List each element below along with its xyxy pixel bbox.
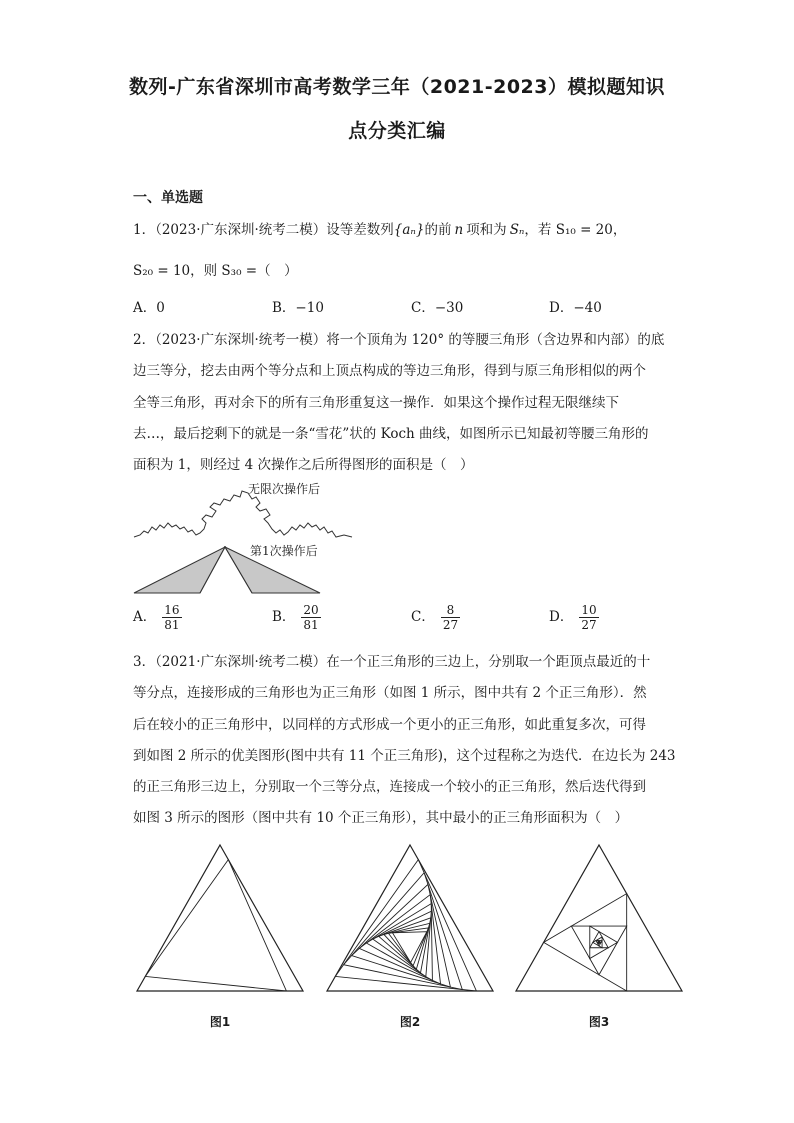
q2-option-d-num: 10	[581, 603, 597, 617]
koch-curve	[134, 491, 352, 537]
q3-line4: 到如图 2 所示的优美图形(图中共有 11 个正三角形)，这个过程称之为迭代．在边长为 243	[133, 748, 676, 764]
q2-line1: 2．（2023·广东深圳·统考一模）将一个顶角为 120° 的等腰三角形（含边界和内部）的底	[133, 332, 665, 348]
q2-option-b-num: 20	[303, 603, 319, 617]
q3-line6: 如图 3 所示的图形（图中共有 10 个正三角形），其中最小的正三角形面积为（ ）	[133, 810, 629, 826]
figure-3-triangle	[590, 926, 618, 958]
figure-2-triangle	[392, 932, 426, 963]
koch-left-triangle	[134, 547, 225, 593]
q2-line5: 面积为 1，则经过 4 次操作之后所得图形的面积是（ ）	[133, 457, 474, 473]
q1-cond1: ，若 S₁₀ = 20，	[524, 222, 627, 238]
section-heading: 一、单选题	[133, 190, 203, 206]
q2-option-d-frac	[579, 603, 598, 632]
figure-3-triangle	[544, 894, 627, 991]
q1-prefix: 1．（2023·广东深圳·统考二模）设等差数列	[133, 222, 394, 238]
q1-line1	[133, 218, 626, 238]
q2-option-d-letter: D．	[549, 609, 574, 625]
q1-line2: S₂₀ = 10，则 S₃₀ =（ ）	[133, 263, 298, 279]
figure-2-triangle	[327, 845, 493, 991]
q2-option-a-frac	[162, 603, 181, 632]
figure-3-label: 图3	[588, 1015, 610, 1029]
page-title-line2: 点分类汇编	[348, 120, 446, 142]
figure-3-triangle	[598, 942, 599, 943]
q1-seq: {aₙ}	[393, 222, 425, 238]
q2-option-c-num: 8	[441, 603, 460, 618]
figure-1	[134, 843, 306, 995]
q1-option-a[interactable]: A．0	[133, 300, 165, 316]
q2-option-c-letter: C．	[411, 609, 435, 625]
q2-option-b-letter: B．	[272, 609, 296, 625]
koch-label-bottom: 第1次操作后	[250, 544, 318, 558]
q2-option-c[interactable]	[411, 603, 460, 632]
q1-option-d[interactable]: D．−40	[549, 300, 602, 316]
figure-1-label: 图1	[209, 1015, 231, 1029]
figure-3-triangle	[571, 926, 626, 975]
q2-option-c-den: 27	[442, 618, 459, 632]
q2-option-a-letter: A．	[133, 609, 157, 625]
koch-label-top: 无限次操作后	[248, 482, 321, 496]
figure-2	[324, 843, 496, 995]
q2-option-a-num: 16	[164, 603, 180, 617]
q2-option-b-frac	[301, 603, 320, 632]
q1-mid2: 项和为	[466, 222, 507, 238]
q1-sn: Sₙ	[509, 222, 525, 238]
q2-line2: 边三等分，挖去由两个等分点和上顶点构成的等边三角形，得到与原三角形相似的两个	[133, 363, 646, 379]
q2-option-b-den: 81	[303, 618, 319, 632]
q2-option-d-den: 27	[581, 618, 597, 632]
figure-3-triangle	[516, 845, 682, 991]
q2-option-b[interactable]	[272, 603, 321, 632]
q2-line4: 去…，最后挖剩下的就是一条“雪花”状的 Koch 曲线，如图所示已知最初等腰三角形的	[133, 426, 649, 442]
q3-line5: 的正三角形三边上，分别取一个三等分点，连接成一个较小的正三角形，然后迭代得到	[133, 779, 646, 795]
q1-option-b[interactable]: B．−10	[272, 300, 324, 316]
q1-option-c[interactable]: C．−30	[411, 300, 464, 316]
q2-line3: 全等三角形，再对余下的所有三角形重复这一操作．如果这个操作过程无限继续下	[133, 395, 619, 411]
q3-line3: 后在较小的正三角形中，以同样的方式形成一个更小的正三角形，如此重复多次，可得	[133, 717, 646, 733]
q2-option-a[interactable]	[133, 603, 182, 632]
figure-2-label: 图2	[399, 1015, 421, 1029]
q2-option-d[interactable]	[549, 603, 599, 632]
q2-option-c-frac	[441, 603, 460, 632]
q3-line2: 等分点，连接形成的三角形也为正三角形（如图 1 所示，图中共有 2 个正三角形）．然	[133, 685, 647, 701]
koch-figure	[130, 475, 370, 600]
q1-n: n	[454, 222, 464, 238]
figure-1-triangle	[137, 845, 303, 991]
q1-mid: 的前	[424, 222, 452, 238]
q3-line1: 3．（2021·广东深圳·统考二模）在一个正三角形的三边上，分别取一个距顶点最近的十	[133, 654, 651, 670]
figure-3	[513, 843, 685, 995]
q2-option-a-den: 81	[164, 618, 180, 632]
page-title-line1: 数列-广东省深圳市高考数学三年（2021-2023）模拟题知识	[128, 76, 666, 98]
